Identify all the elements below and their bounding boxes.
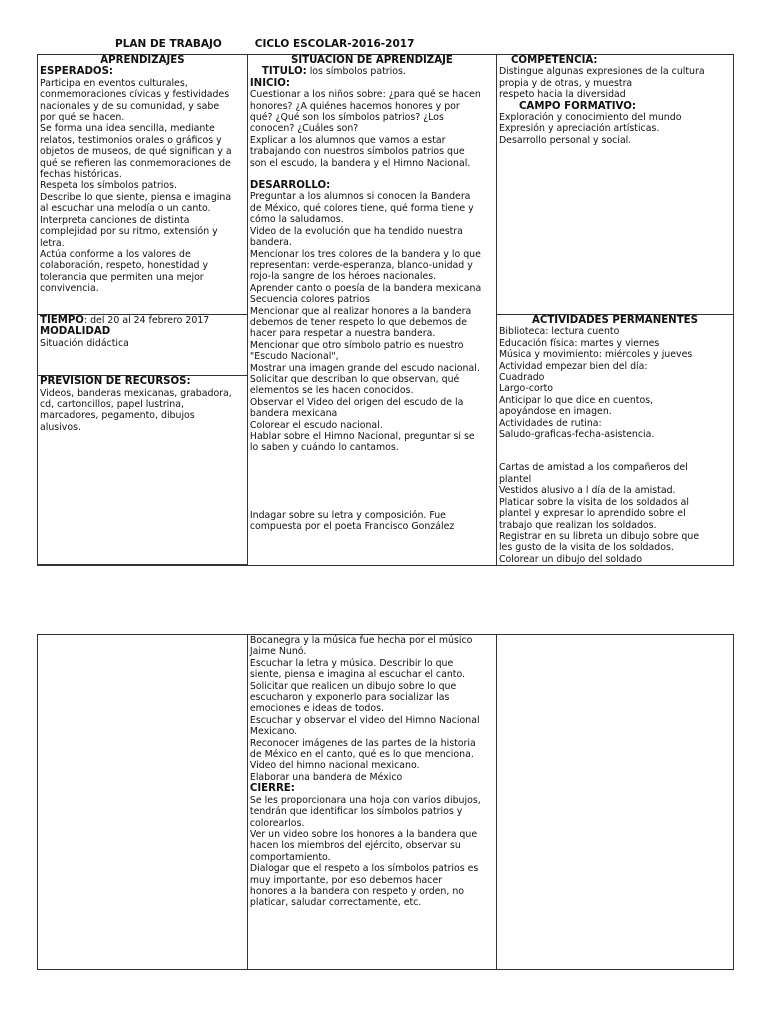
text-line: Se forma una idea sencilla, mediante [40,123,215,135]
text-line: comportamiento. [249,851,331,863]
text-line: nacionales y de su comunidad, y sabe [40,100,220,112]
text-line: convivencia. [40,283,99,295]
esperados-label: ESPERADOS: [40,66,113,78]
text-line: Jaime Nunó. [249,646,307,658]
modalidad-value: Situación didáctica [40,337,129,349]
amistad-list [499,462,731,565]
text-line: colaboración, respeto, honestidad y [40,260,209,272]
text-line: les gusto de la visita de los soldados. [498,542,674,554]
text-line: de México, qué colores tiene, qué forma tiene y [249,202,474,214]
text-line: apoyándose en imagen. [498,406,612,418]
campo-formativo-label: CAMPO FORMATIVO: [518,100,636,112]
text-line: Solicitar que describan lo que observan, qué [249,373,460,385]
text-line: Biblioteca: lectura cuento [498,326,620,338]
text-line: hacen los miembros del ejército, observar su [249,840,461,852]
text-line: son el escudo, la bandera y el Himno Nacional. [249,157,471,169]
text-line: Dialogar que el respeto a los símbolos patrios es [249,863,479,875]
text-line: Elaborar una bandera de México [249,771,403,783]
text-line: conocen? ¿Cuáles son? [249,123,359,135]
text-line: Actividades de rutina: [498,417,602,429]
titulo-value: los símbolos patrios. [306,66,406,78]
text-line: conmemoraciones cívicas y festividades [40,89,230,101]
text-line: Secuencia colores patrios [249,294,370,306]
situacion-header: SITUACION DE APRENDIZAJE [291,55,453,66]
text-line: tolerancia que permiten una mejor [40,271,204,283]
plan-table-page-2 [37,634,734,970]
tiempo-cell [38,315,248,376]
text-line: Solicitar que realicen un dibujo sobre lo que [249,680,457,692]
text-line: Registrar en su libreta un dibujo sobre que [498,530,700,542]
text-line: complejidad por su ritmo, extensión y [40,226,218,238]
spacer-cell [38,565,248,566]
page2-empty-right-cell [496,635,733,970]
text-line: Explicar a los alumnos que vamos a estar [249,134,446,146]
text-line: hacer para respetar a nuestra bandera. [249,328,436,340]
text-line: Mexicano. [249,726,298,738]
text-line: Video de la evolución que ha tendido nuestra [249,225,463,237]
campo-formativo-list [499,112,731,146]
titulo-line [250,66,494,77]
text-line: de México en el canto, qué es lo que menciona. [249,749,474,761]
text-line: Aprender canto o poesía de la bandera mexicana [249,282,482,294]
titulo-label: TITULO: [261,66,307,78]
text-line: respeto hacia la diversidad [498,89,626,101]
text-line: Se les proporcionara una hoja con varios dibujos, [249,794,481,806]
text-line: Actúa conforme a los valores de [40,248,191,260]
text-line: Participa en eventos culturales, [40,77,188,89]
text-line: Exploración y conocimiento del mundo [498,112,682,124]
recursos-list [40,388,245,434]
inicio-list [250,89,494,169]
text-line: Respeta los símbolos patrios. [40,180,178,192]
text-line: Expresión y apreciación artísticas. [498,123,660,135]
cierre-label: CIERRE: [249,783,295,795]
text-line: Interpreta canciones de distinta [40,214,190,226]
text-line: fechas históricas. [40,169,122,181]
actividades-cell [496,315,733,566]
text-line: Vestidos alusivo a l día de la amistad. [498,485,676,497]
text-line: platicar, saludar correctamente, etc. [249,897,422,909]
text-line: alusivos. [40,421,81,433]
text-line: Cuestionar a los niños sobre: ¿para qué se hacen [249,89,481,101]
esperados-list [40,78,245,295]
text-line: qué se refieren las conmemoraciones de [40,157,231,169]
modalidad-label: MODALIDAD [40,326,111,338]
desarrollo-list [250,191,494,453]
text-line: Música y movimiento: miércoles y jueves [498,349,693,361]
text-line: honores a la bandera con respeto y orden, no [249,885,464,897]
text-line: Escuchar y observar el video del Himno Nacional [249,714,480,726]
text-line: Distingue algunas expresiones de la cultura [498,66,705,78]
tiempo-value: : del 20 al 24 febrero 2017 [83,315,210,326]
text-line: por qué se hacen. [40,112,125,124]
actividades-header: ACTIVIDADES PERMANENTES [531,315,698,326]
text-line: Educación física: martes y viernes [498,337,660,349]
text-line: colorearlos. [249,817,305,829]
text-line: escucharon y exponerlo para socializar las [249,692,450,704]
text-line: elementos se les hacen conocidos. [249,385,414,397]
text-line: Mencionar que al realizar honores a la bandera [249,305,472,317]
text-line: Hablar sobre el Himno Nacional, preguntar si se [249,431,475,442]
text-line: objetos de museos, de qué significan y a [40,146,232,158]
text-line: debemos de tener respeto lo que debemos de [249,316,468,328]
continuation-list [250,635,494,783]
text-line: propia y de otras, y muestra [498,77,633,89]
text-line: tendrán que identificar los símbolos patrios y [249,806,463,818]
document-title: PLAN DE TRABAJO CICLO ESCOLAR-2016-2017 [115,38,415,50]
text-line: bandera. [249,237,292,249]
text-line: cd, cartoncillos, papel lustrina, [40,398,184,410]
text-line: Preguntar a los alumnos si conocen la Bandera [249,191,471,203]
page2-empty-left-cell [38,635,248,970]
text-line: relatos, testimonios orales o gráficos y [40,134,222,146]
plan-table-page-1 [37,54,734,566]
aprendizajes-cell [38,55,248,315]
text-line: representan: verde-esperanza, blanco-unidad y [249,259,473,271]
text-line: Escuchar la letra y música. Describir lo que [249,657,454,669]
text-line: Platicar sobre la visita de los soldados al [498,496,690,508]
text-line: Actividad empezar bien del día: [498,360,648,372]
text-line: Observar el Video del origen del escudo de la [249,396,464,408]
tiempo-label: TIEMPO [40,315,84,326]
text-line: Ver un video sobre los honores a la bandera que [249,828,478,840]
text-line: Colorear un dibujo del soldado [498,553,643,565]
text-line: Mencionar que otro símbolo patrio es nuestro [249,339,464,351]
recursos-label: PREVISION DE RECURSOS: [40,376,191,388]
text-line: rojo-la sangre de los héroes nacionales. [249,271,437,283]
text-line: lo saben y cuándo lo cantamos. [249,442,399,454]
text-line: Colorear el escudo nacional. [249,419,383,431]
himno-list [250,510,494,533]
desarrollo-label: DESARROLLO: [249,180,331,192]
inicio-label: INICIO: [249,77,290,89]
text-line: Bocanegra y la música fue hecha por el músico [249,635,473,646]
text-line: plantel [498,473,532,485]
text-line: Mencionar los tres colores de la bandera y lo que [249,248,481,260]
text-line: "Escudo Nacional", [249,351,339,363]
page2-situacion-cell [247,635,496,970]
text-line: qué? ¿Qué son los símbolos patrios? ¿Los [249,112,444,124]
text-line: trabajando con nuestros símbolos patrios que [249,146,465,158]
text-line: Largo-corto [498,383,554,395]
recursos-cell [38,376,248,565]
text-line: Cartas de amistad a los compañeros del [498,462,688,474]
text-line: marcadores, pegamento, dibujos [40,410,195,422]
text-line: Describe lo que siente, piensa e imagina [40,191,232,203]
text-line: emociones e ideas de todos. [249,703,384,715]
competencia-cell [496,55,733,315]
text-line: honores? ¿A quiénes hacemos honores y por [249,100,460,112]
competencia-label: COMPETENCIA: [510,55,598,66]
text-line: Reconocer imágenes de las partes de la historia [249,737,476,749]
text-line: al escuchar una melodía o un canto. [40,203,211,215]
text-line: bandera mexicana [249,408,338,420]
text-line: Videos, banderas mexicanas, grabadora, [40,387,232,399]
tiempo-line [40,315,245,326]
text-line: cómo la saludamos. [249,214,344,226]
text-line: trabajo que realizan los soldados. [498,519,657,531]
text-line: Video del himno nacional mexicano. [249,760,420,772]
text-line: compuesta por el poeta Francisco González [249,521,455,533]
text-line: Saludo-graficas-fecha-asistencia. [498,429,655,441]
cierre-list [250,795,494,909]
text-line: siente, piensa e imagina al escuchar el canto. [249,669,465,681]
text-line: Mostrar una imagen grande del escudo nacional. [249,362,480,374]
competencia-list [499,66,731,100]
text-line: Anticipar lo que dice en cuentos, [498,394,654,406]
actividades-list [499,326,731,440]
text-line: muy importante, por eso debemos hacer [249,874,443,886]
text-line: Cuadrado [498,372,545,384]
text-line: Indagar sobre su letra y composición. Fue [249,509,446,521]
text-line: plantel y expresar lo aprendido sobre el [498,508,686,520]
aprendizajes-header: APRENDIZAJES [100,55,185,66]
text-line: letra. [40,237,65,249]
text-line: Desarrollo personal y social. [498,134,632,146]
situacion-cell [247,55,496,566]
